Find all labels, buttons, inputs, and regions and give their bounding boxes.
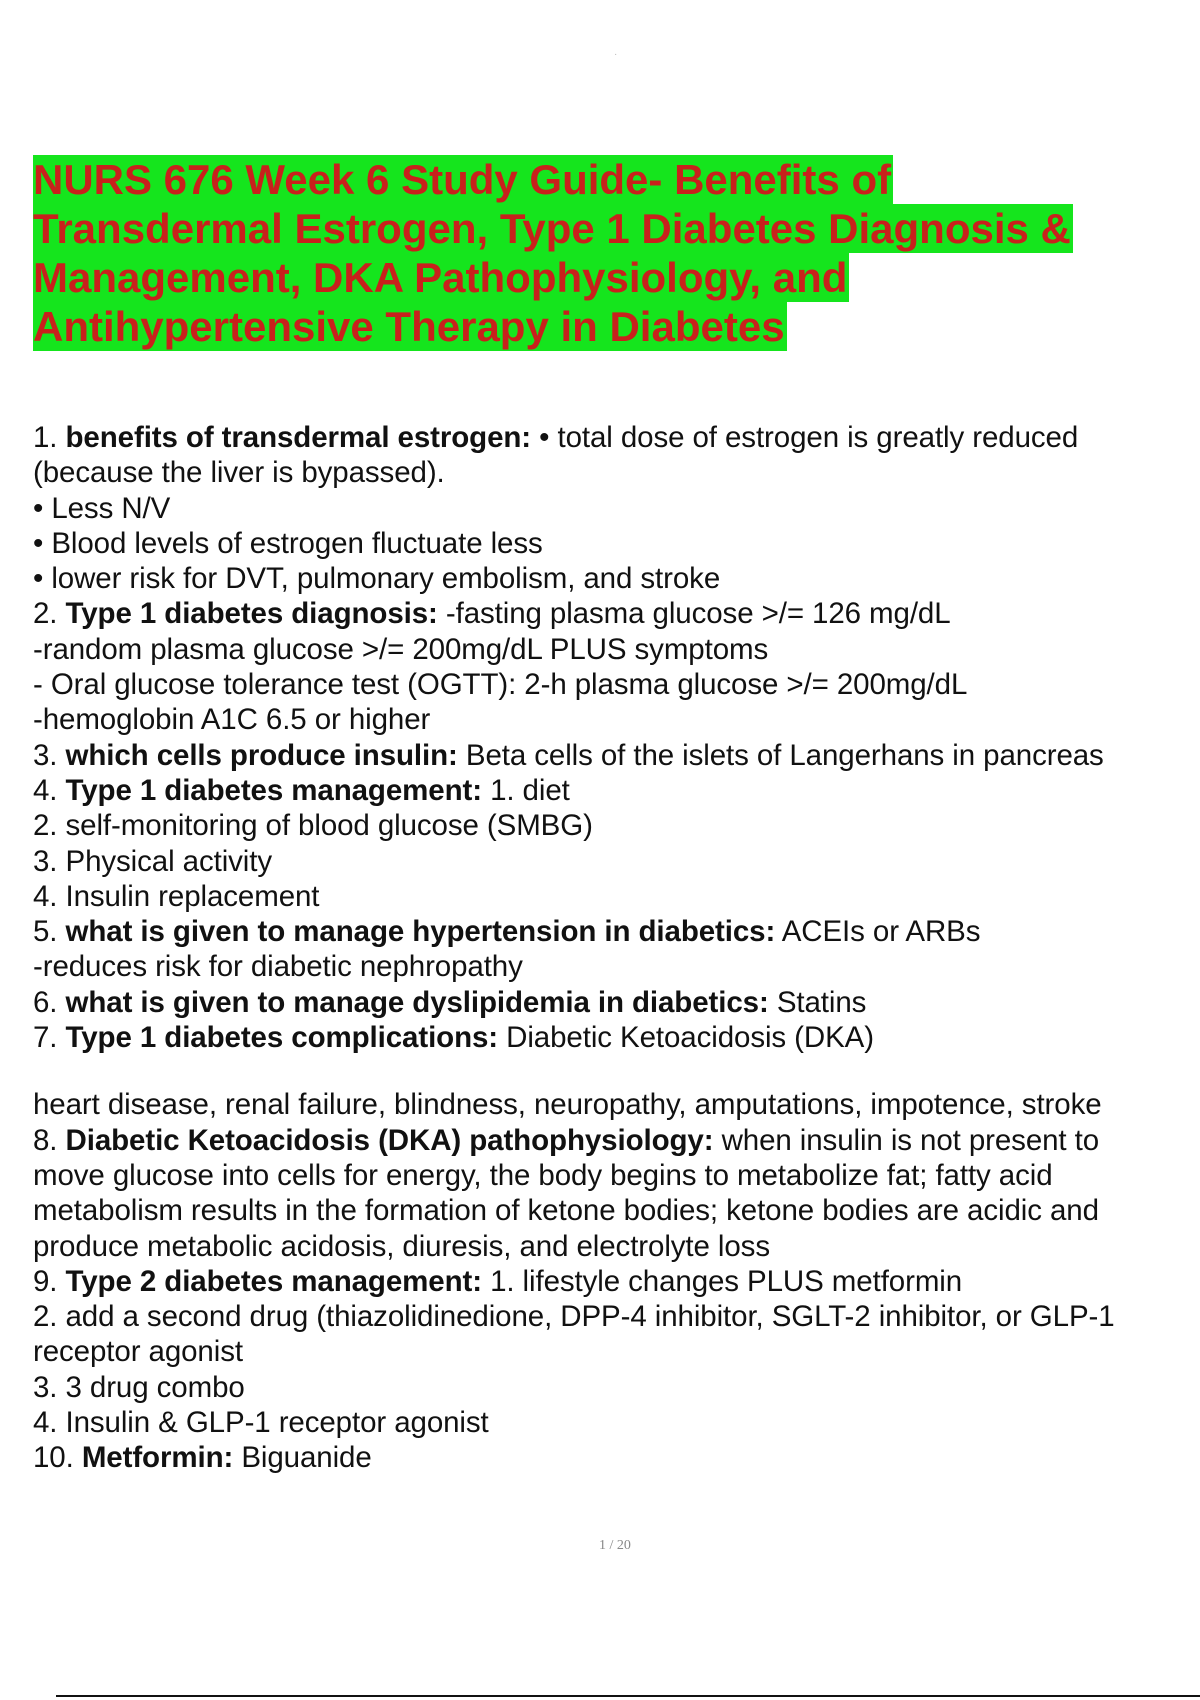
item-term: Type 1 diabetes management: [65, 773, 482, 807]
item-text: (because the liver is bypassed). [33, 456, 445, 490]
item-continuation [33, 879, 1195, 914]
item-number: 9. [33, 1264, 58, 1298]
item-number: 6. [33, 985, 58, 1019]
item-term: what is given to manage dyslipidemia in diabetics: [65, 985, 769, 1019]
item-text: Statins [776, 985, 867, 1019]
item-continuation [33, 632, 1195, 667]
item-continuation [33, 526, 1195, 561]
item-text: • total dose of estrogen is greatly reduced [539, 421, 1079, 454]
item-continuation [33, 1334, 1195, 1369]
item-text: -reduces risk for diabetic nephropathy [33, 950, 523, 984]
item-continuation [33, 1405, 1195, 1440]
item-text: Biguanide [241, 1441, 372, 1475]
item-continuation [33, 1229, 1195, 1264]
item-term: Metformin: [81, 1441, 234, 1475]
item-text: 3. 3 drug combo [33, 1370, 245, 1404]
title-line: Transdermal Estrogen, Type 1 Diabetes Diagnosis & [33, 205, 1071, 252]
numbered-item [33, 596, 1195, 631]
numbered-item [33, 1123, 1195, 1158]
item-text: metabolism results in the formation of ketone bodies; ketone bodies are acidic and [33, 1194, 1099, 1228]
item-term: what is given to manage hypertension in diabetics: [65, 915, 776, 949]
bottom-divider [56, 1695, 1200, 1697]
item-text: produce metabolic acidosis, diuresis, and electrolyte loss [33, 1229, 770, 1263]
item-continuation [33, 949, 1195, 984]
page-number: 1 / 20 [599, 1538, 631, 1553]
item-number: 3. [33, 738, 58, 772]
paragraph-gap [33, 1055, 1195, 1087]
item-number: 1. [33, 421, 58, 454]
item-term: Type 1 diabetes complications: [65, 1021, 499, 1055]
numbered-item [33, 1264, 1195, 1299]
item-text: 1. diet [490, 773, 570, 807]
item-text: Beta cells of the islets of Langerhans in pancreas [465, 738, 1104, 772]
item-term: Type 2 diabetes management: [65, 1264, 482, 1298]
item-continuation [33, 1193, 1195, 1228]
item-continuation [33, 1087, 1195, 1122]
item-text: move glucose into cells for energy, the body begins to metabolize fat; fatty acid [33, 1158, 1053, 1192]
item-text: 4. Insulin replacement [33, 879, 320, 913]
item-text: 4. Insulin & GLP-1 receptor agonist [33, 1406, 489, 1440]
item-text: -fasting plasma glucose >/= 126 mg/dL [445, 597, 951, 631]
item-text: • Less N/V [33, 491, 171, 525]
numbered-item [33, 985, 1195, 1020]
item-text: • lower risk for DVT, pulmonary embolism, and stroke [33, 562, 721, 596]
item-text: ACEIs or ARBs [781, 915, 981, 949]
numbered-item [33, 420, 1195, 455]
item-term: Type 1 diabetes diagnosis: [65, 597, 438, 631]
item-number: 10. [33, 1441, 74, 1475]
item-text: 3. Physical activity [33, 844, 272, 878]
title-line: Management, DKA Pathophysiology, and [33, 254, 848, 301]
numbered-item [33, 1020, 1195, 1055]
item-number: 5. [33, 915, 58, 949]
item-continuation [33, 702, 1195, 737]
numbered-item [33, 773, 1195, 808]
top-mark: · [614, 49, 618, 60]
item-number: 7. [33, 1021, 58, 1055]
item-term: benefits of transdermal estrogen: [65, 421, 532, 454]
numbered-item [33, 914, 1195, 949]
study-guide-content [33, 420, 1195, 1476]
title-line: Antihypertensive Therapy in Diabetes [33, 303, 785, 350]
item-number: 8. [33, 1123, 58, 1157]
item-text: 1. lifestyle changes PLUS metformin [490, 1264, 963, 1298]
item-continuation [33, 561, 1195, 596]
numbered-item [33, 1440, 1195, 1475]
item-text: 2. self-monitoring of blood glucose (SMBG) [33, 809, 593, 843]
document-title [33, 155, 1073, 351]
item-continuation [33, 1370, 1195, 1405]
item-text: -random plasma glucose >/= 200mg/dL PLUS symptoms [33, 632, 769, 666]
item-text: when insulin is not present to [721, 1123, 1100, 1157]
item-text: -hemoglobin A1C 6.5 or higher [33, 703, 431, 737]
item-continuation [33, 844, 1195, 879]
item-number: 2. [33, 597, 58, 631]
item-term: Diabetic Ketoacidosis (DKA) pathophysiology: [65, 1123, 714, 1157]
item-text: receptor agonist [33, 1335, 243, 1369]
item-term: which cells produce insulin: [65, 738, 458, 772]
item-continuation [33, 1299, 1195, 1334]
item-continuation [33, 491, 1195, 526]
item-text: heart disease, renal failure, blindness, neuropathy, amputations, impotence, stroke [33, 1088, 1102, 1122]
item-text: 2. add a second drug (thiazolidinedione, DPP-4 inhibitor, SGLT-2 inhibitor, or GLP-1 [33, 1300, 1115, 1334]
title-line: NURS 676 Week 6 Study Guide- Benefits of [33, 156, 892, 203]
item-number: 4. [33, 773, 58, 807]
item-continuation [33, 455, 1195, 490]
item-continuation [33, 667, 1195, 702]
item-text: • Blood levels of estrogen fluctuate less [33, 526, 543, 560]
item-text: Diabetic Ketoacidosis (DKA) [506, 1021, 874, 1055]
item-continuation [33, 808, 1195, 843]
item-continuation [33, 1158, 1195, 1193]
numbered-item [33, 738, 1195, 773]
item-text: - Oral glucose tolerance test (OGTT): 2-h plasma glucose >/= 200mg/dL [33, 668, 968, 702]
